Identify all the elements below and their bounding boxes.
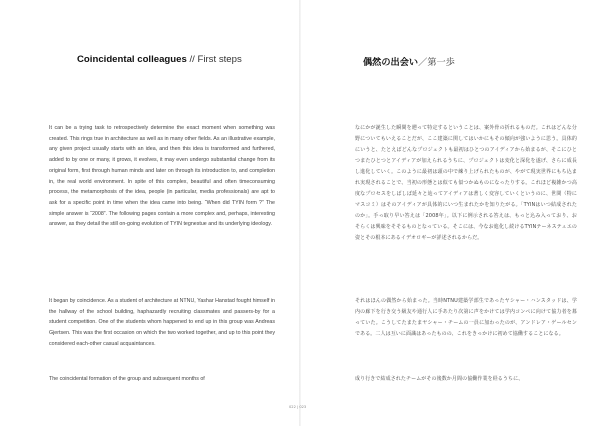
body-paragraph-3: The coincidental formation of the group and subsequent months of — [49, 376, 205, 382]
body-paragraph-1: It can be a trying task to retrospectively determine the exact moment when something was created. This rings true in architecture as well as in many other fields. As an illustrative example, any given project usually starts with an idea, and then this idea is transformed and furthered, added to by one or many, it grows, it evolves, it may even undergo substantial change from its original form, first through human minds and later on through its introduction to, and completion in, the real world environment. In spite of this complex, beautiful and often timeconsuming process, the metamorphosis of the idea, people (in particular, media professionals) are apt to ask for a specific point in time when the idea came into being. “When did TYIN form ?” The simple answer is “2008”. The following pages contain a more complex and, perhaps, interesting answer, as they detail the still on-going evolution of TYIN tegnestue and its underlying ideology. — [49, 125, 275, 228]
body-paragraph-2: It began by coincidence. As a student of architecture at NTNU, Yashar Hanstad fought himself in the hallway of the school building, haphazardly recruiting classmates and passers-by for a student competition. One of the students whom happened to end up in this group was Andreas Gjertsen. This was the first occasion on which the two worked together, and up to this point they considered each-other casual acquaintances. — [49, 298, 275, 347]
title-separator: // — [186, 54, 198, 65]
body-paragraph-jp-1: なにかが誕生した瞬間を遡って特定するということは、案外骨の折れるものだ。これはどんな分野についてもいえることだが、ここ建築に関してはいかにもその傾向が強いように思う。具体的にいうと、たとえばどんなプロジェクトも最初はひとつのアイディアから始まるが、そこにひとつまたひとつとアイディアが加えられるうちに、プロジェクトは変化と深化を遂げ、さらに成長し進化していく。このように最初は頭の中で練り上げられたものが、やがて現実世界にもち込まれ実現されることで、当初の形態とは似ても似つかぬものになったりする。これほど複雑かつ高度なプロセスをしばしば延々と辿ってアイディアは著しく変容していくというのに、世間（特にマスコミ）はそのアイディアが具体的にいつ生まれたかを知りたがる。「TYINはいつ結成されたのか」。手っ取り早い答えは「2008年」。以下に例示される答えは、もっと込み入っており、おそらくは興味をそそるものとなっている。そこには、今なお進化し続けるTYINテーネステュエの姿とその根本にあるイデオロギーが詳述されるからだ。 — [355, 125, 577, 241]
title-main: Coincidental colleagues — [77, 54, 187, 65]
left-page — [0, 0, 299, 426]
chapter-title-jp — [363, 54, 455, 68]
title-sub: First steps — [197, 54, 242, 65]
title-sub-jp: 第一歩 — [427, 57, 455, 68]
page-numbers: 022 | 023 — [289, 405, 307, 409]
body-paragraph-jp-2: それはほんの偶然から始まった。当時NTNU建築学部生であったヤシャー・ハンスタッドは、学内の廊下を行き交う級友や通行人に手あたり次第に声をかけては学内コンペに向けて協力者を募っていた。こうしてたまたまヤシャー・チームの一員に加わったのが、アンドレア・ゲールセンである。二人は互いに面識はあったものの、これをきっかけに初めて協働することになる。 — [355, 298, 577, 337]
title-main-jp: 偶然の出会い — [363, 57, 419, 68]
chapter-title-en — [77, 54, 242, 65]
body-paragraph-jp-3: 成り行きで結成されたチームがその後数か月間の協働作業を経るうちに、 — [355, 376, 524, 382]
title-separator-jp: ／ — [418, 57, 428, 68]
right-page — [301, 0, 600, 426]
